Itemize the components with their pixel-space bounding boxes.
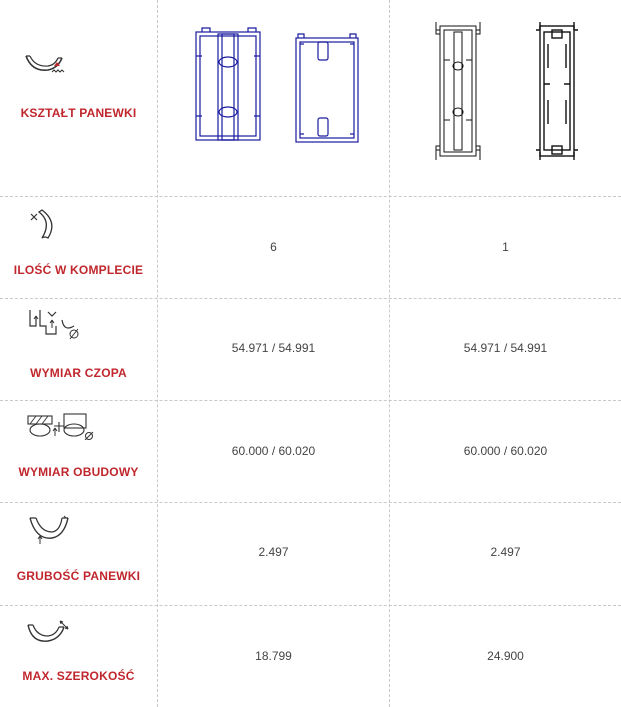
table-row (0, 298, 621, 400)
value-cell: 2.497 (490, 545, 521, 559)
thickness-icon (26, 514, 74, 553)
table-row (0, 196, 621, 298)
bearing-back-drawing (280, 0, 390, 196)
row-label: KSZTAŁT PANEWKI (20, 106, 137, 120)
table-row (0, 0, 621, 196)
quantity-icon (28, 208, 58, 247)
value-cell: 24.900 (487, 649, 524, 663)
bearing-outline-drawing (390, 0, 621, 196)
value-cell: 54.971 / 54.991 (231, 341, 316, 355)
table-row (0, 605, 621, 707)
row-label: ILOŚĆ W KOMPLECIE (13, 263, 144, 277)
table-row (0, 400, 621, 502)
journal-diameter-icon (26, 306, 86, 347)
row-label: WYMIAR OBUDOWY (18, 465, 139, 479)
value-cell: 18.799 (255, 649, 292, 663)
table-row (0, 502, 621, 605)
row-label: WYMIAR CZOPA (30, 366, 127, 380)
bearing-shape-icon (22, 48, 68, 83)
row-label: GRUBOŚĆ PANEWKI (16, 569, 141, 583)
row-label: MAX. SZEROKOŚĆ (22, 669, 135, 683)
housing-diameter-icon (24, 408, 96, 445)
value-cell: 60.000 / 60.020 (463, 444, 548, 458)
value-cell: 60.000 / 60.020 (231, 444, 316, 458)
value-cell: 2.497 (258, 545, 289, 559)
value-cell: 1 (502, 240, 509, 254)
width-icon (24, 615, 72, 654)
value-cell: 6 (270, 240, 277, 254)
value-cell: 54.971 / 54.991 (463, 341, 548, 355)
